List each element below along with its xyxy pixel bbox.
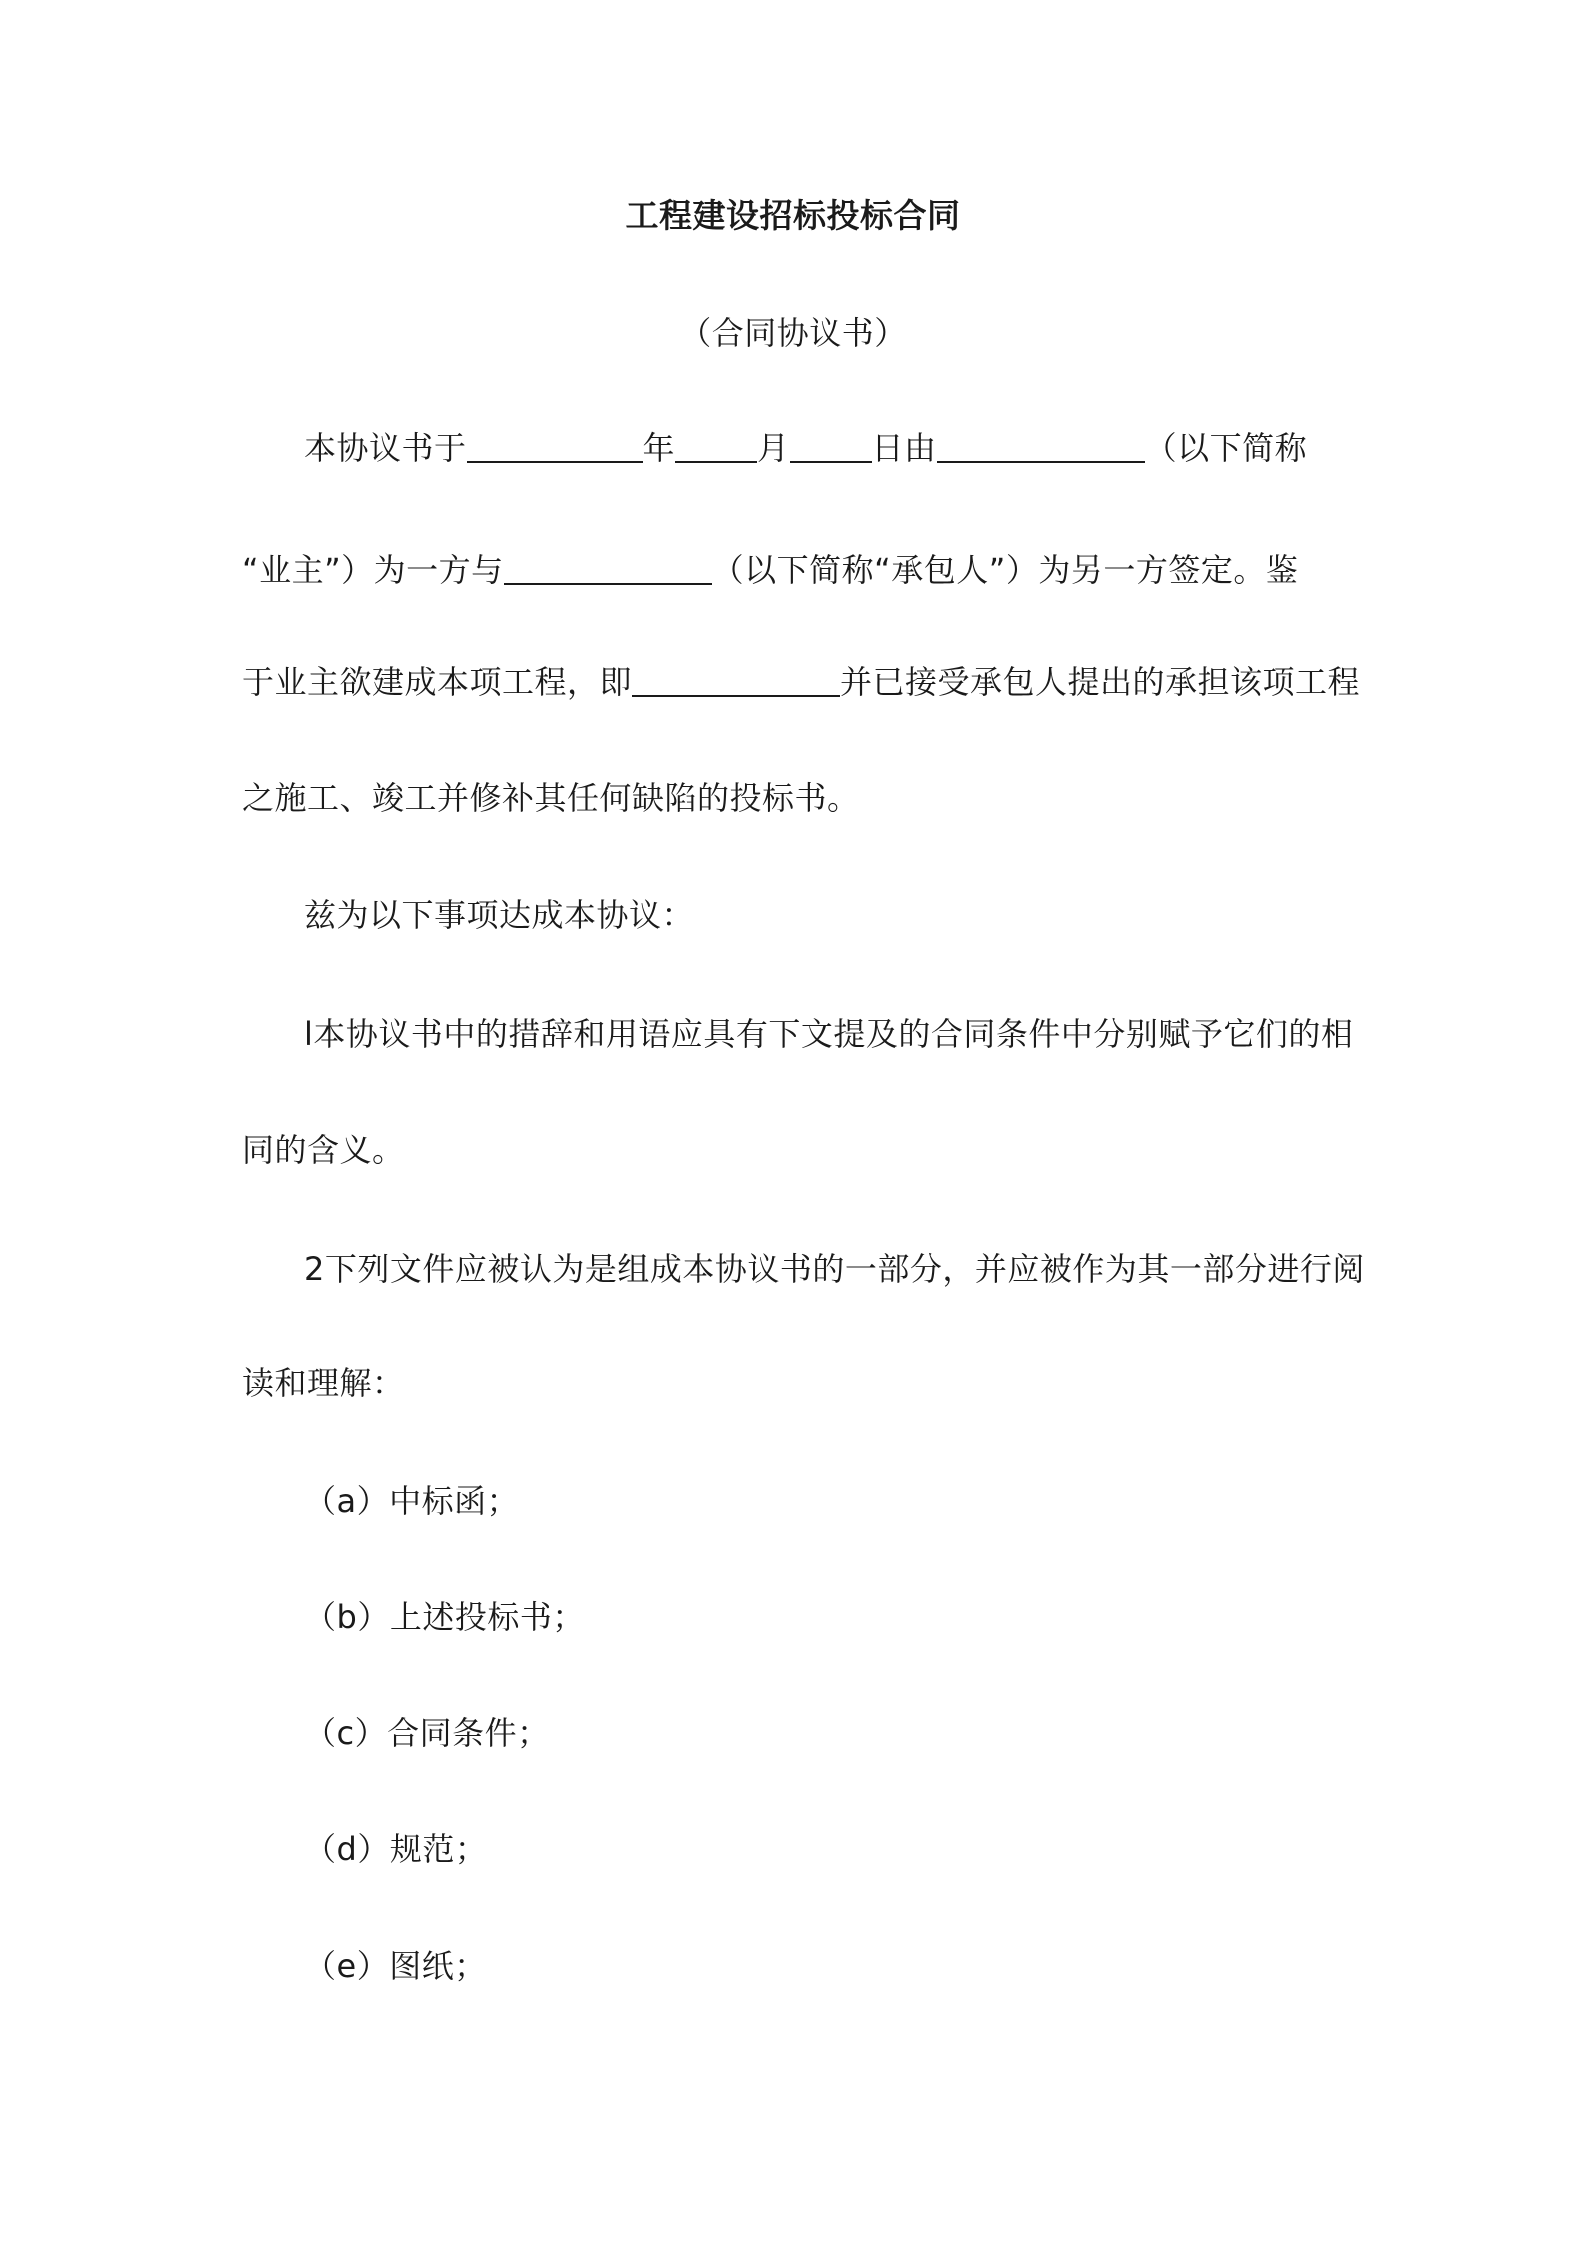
- list-item-e: （e）图纸；: [304, 1947, 487, 1985]
- text-segment: 并已接受承包人提出的承担该项工程: [840, 663, 1361, 701]
- clause-2-line-1: 2下列文件应被认为是组成本协议书的一部分，并应被作为其一部分进行阅: [304, 1250, 1365, 1288]
- text-segment: 于业主欲建成本项工程，即: [242, 663, 633, 701]
- clause-1-line-1: l本协议书中的措辞和用语应具有下文提及的合同条件中分别赋予它们的相: [304, 1015, 1354, 1053]
- clause-1-line-2: 同的含义。: [242, 1131, 405, 1169]
- blank-year-field[interactable]: [467, 431, 643, 463]
- document-subtitle: （合同协议书）: [679, 314, 907, 352]
- blank-day-field[interactable]: [790, 431, 872, 463]
- text-segment: 日由: [871, 429, 937, 467]
- list-item-c: （c）合同条件；: [304, 1714, 550, 1752]
- text-segment: 本协议书于: [304, 429, 467, 467]
- text-segment: 年: [642, 429, 676, 467]
- paragraph-line-2: [242, 550, 1298, 590]
- list-item-b: （b）上述投标书；: [304, 1598, 585, 1636]
- paragraph-line-1: [304, 428, 1307, 468]
- text-segment: （以下简称: [1144, 429, 1308, 467]
- document-title: 工程建设招标投标合同: [625, 196, 961, 235]
- blank-project-field[interactable]: [632, 665, 840, 697]
- paragraph-line-5: 兹为以下事项达成本协议：: [304, 896, 695, 934]
- blank-owner-field[interactable]: [937, 431, 1145, 463]
- list-item-a: （a）中标函；: [304, 1482, 520, 1520]
- text-segment: （以下简称“承包人”）为另一方签定。鉴: [711, 551, 1299, 589]
- list-item-d: （d）规范；: [304, 1830, 488, 1868]
- blank-contractor-field[interactable]: [504, 553, 712, 585]
- text-segment: “业主”）为一方与: [242, 551, 504, 589]
- clause-2-line-2: 读和理解：: [242, 1364, 405, 1402]
- paragraph-line-4: 之施工、竣工并修补其任何缺陷的投标书。: [242, 779, 860, 817]
- text-segment: 月: [757, 429, 790, 467]
- paragraph-line-3: [242, 662, 1360, 702]
- blank-month-field[interactable]: [675, 431, 757, 463]
